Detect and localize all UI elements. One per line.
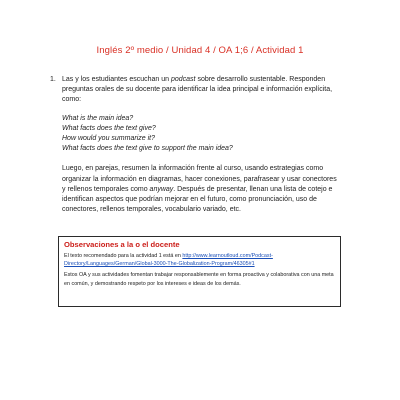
question-list — [62, 114, 340, 155]
observations-note: Estos OA y sus actividades fomentan trabajar responsablemente en forma proactiva y colaborativa con una meta en común, y demostrando respeto por los intereses e ideas de los demás. — [64, 272, 334, 287]
intro-text-start: Las y los estudiantes escuchan un — [62, 76, 171, 83]
para2-text-start: Luego, en parejas, resumen la información frente al curso, usando estrategias como organizar la información en diagramas, hacer conexiones, parafrasear y usar conectores y rellenos temporales como — [62, 165, 337, 193]
page-title: Inglés 2º medio / Unidad 4 / OA 1;6 / Actividad 1 — [96, 45, 304, 56]
para2-emphasis: anyway — [149, 185, 174, 193]
question-item: What facts does the text give? — [62, 124, 156, 132]
intro-paragraph — [62, 75, 340, 106]
question-item: What facts does the text give to support the main idea? — [62, 145, 233, 153]
activity-body — [62, 75, 340, 215]
second-paragraph — [62, 164, 340, 215]
observations-box — [58, 236, 341, 307]
observations-text-start: El texto recomendado para la actividad 1 está en — [64, 253, 183, 259]
item-number: 1. — [50, 76, 56, 83]
observations-text — [64, 252, 336, 268]
question-item: How would you summarize it? — [62, 135, 155, 143]
intro-emphasis: podcast — [170, 76, 196, 83]
intro-text-end: sobre desarrollo sustentable. Responden preguntas orales de su docente para identificar la idea principal e información explícita, como: — [62, 76, 333, 104]
activity-item — [50, 75, 340, 215]
para2-text-end: . Después de presentar, llenan una lista de cotejo e identifican aspectos que podrían mejorar en el futuro, como pronunciación, uso de conectores, rellenos temporales, vocabulario variado, etc. — [62, 185, 333, 214]
observations-title: Observaciones a la o el docente — [64, 240, 180, 249]
question-item: What is the main idea? — [62, 114, 134, 122]
podcast-link[interactable]: http://www.learnoutloud.com/Podcast-Directory/Languages/German/Global-3000-The-Globalization-Program/46305#1 — [64, 253, 273, 268]
